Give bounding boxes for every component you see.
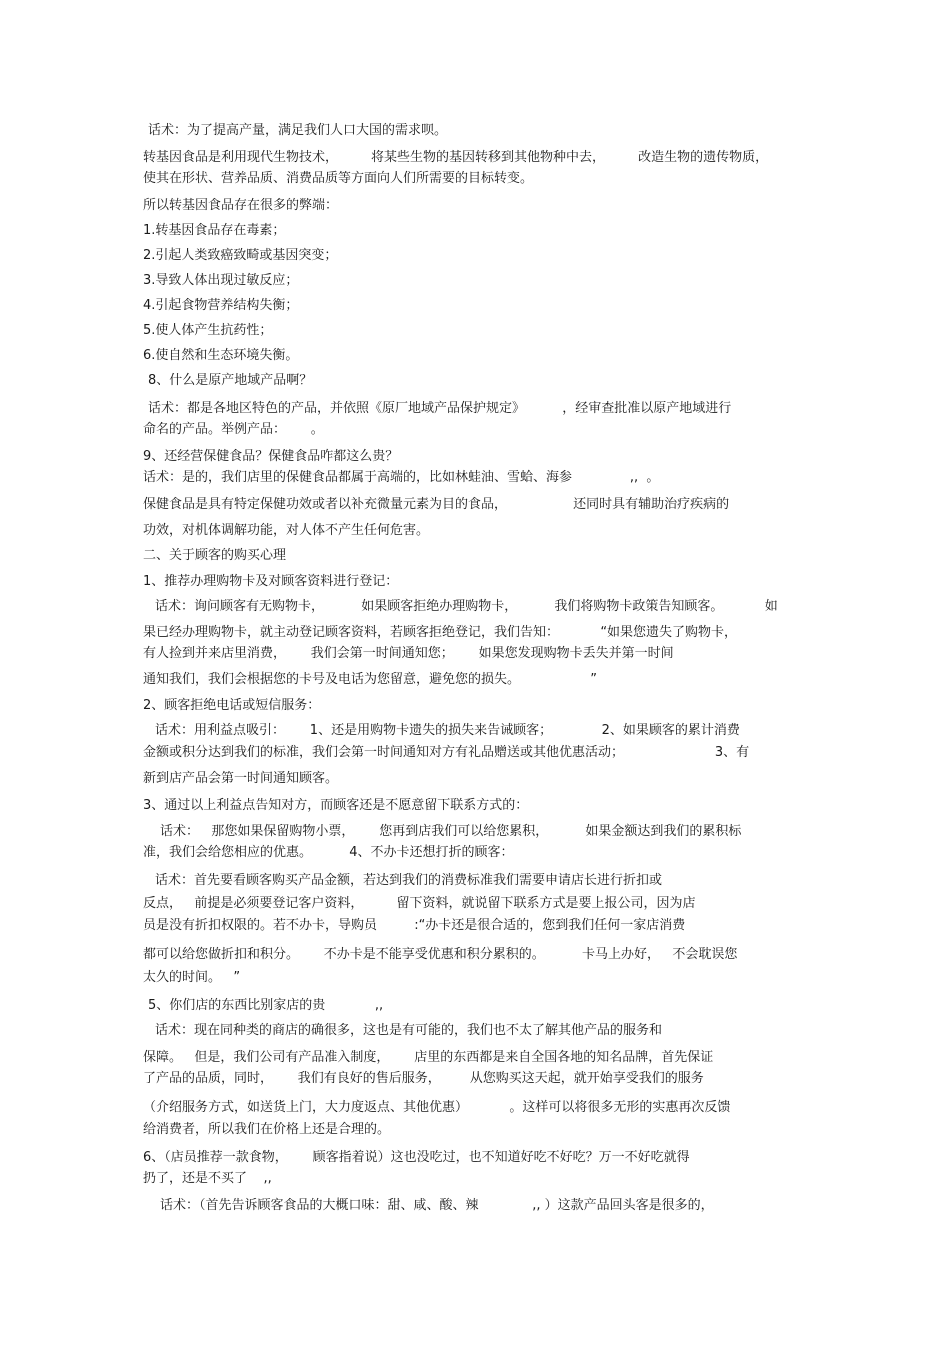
text-line: 了产品的品质，同时， 我们有良好的售后服务， 从您购买这天起，就开始享受我们的服务 <box>143 1071 704 1086</box>
text-line: 9、还经营保健食品？保健食品咋都这么贵？ <box>143 449 399 464</box>
text-line: 2、顾客拒绝电话或短信服务： <box>143 698 321 713</box>
text-line: 6、（店员推荐一款食物， 顾客指着说）这也没吃过，也不知道好吃不好吃？万一不好吃就得 <box>143 1150 690 1165</box>
text-line: 话术：首先要看顾客购买产品金额，若达到我们的消费标准我们需要申请店长进行折扣或 <box>155 873 663 888</box>
text-line: 使其在形状、营养品质、消费品质等方面向人们所需要的目标转变。 <box>143 171 534 186</box>
text-line: 所以转基因食品存在很多的弊端： <box>143 198 339 213</box>
text-line: 3.导致人体出现过敏反应； <box>143 273 299 288</box>
text-line: 话术：（首先告诉顾客食品的大概口味：甜、咸、酸、辣 ,, ）这款产品回头客是很多的， <box>160 1198 714 1213</box>
text-line: 金额或积分达到我们的标准，我们会第一时间通知对方有礼品赠送或其他优惠活动； 3、有 <box>143 745 750 760</box>
text-line: 员是没有折扣权限的。若不办卡，导购员 :“办卡还是很合适的，您到我们任何一家店消费 <box>143 918 686 933</box>
text-line: 保障。 但是，我们公司有产品准入制度， 店里的东西都是来自全国各地的知名品牌，首先保证 <box>143 1050 714 1065</box>
text-line: 5.使人体产生抗药性； <box>143 323 273 338</box>
text-line: 话术：为了提高产量，满足我们人口大国的需求呗。 <box>148 123 448 138</box>
text-line: 反点， 前提是必须要登记客户资料， 留下资料，就说留下联系方式是要上报公司，因为店 <box>143 896 696 911</box>
text-line: （介绍服务方式，如送货上门，大力度返点、其他优惠） 。这样可以将很多无形的实惠再次反馈 <box>143 1100 731 1115</box>
text-line: 通知我们，我们会根据您的卡号及电话为您留意，避免您的损失。 ” <box>143 672 597 687</box>
text-line: 2.引起人类致癌致畸或基因突变； <box>143 248 338 263</box>
text-line: 功效，对机体调解功能，对人体不产生任何危害。 <box>143 523 430 538</box>
text-line: 1.转基因食品存在毒素； <box>143 223 286 238</box>
text-line: 话术：询问顾客有无购物卡， 如果顾客拒绝办理购物卡， 我们将购物卡政策告知顾客。 如 <box>155 599 778 614</box>
text-line: 话术：都是各地区特色的产品，并依照《原厂地域产品保护规定》 ，经审查批准以原产地域进行 <box>148 401 732 416</box>
text-line: 话术： 那您如果保留购物小票， 您再到店我们可以给您累积， 如果金额达到我们的累积标 <box>160 824 742 839</box>
text-line: 3、通过以上利益点告知对方，而顾客还是不愿意留下联系方式的： <box>143 798 529 813</box>
text-line: 4.引起食物营养结构失衡； <box>143 298 299 313</box>
text-line: 话术：是的，我们店里的保健食品都属于高端的，比如林蛙油、雪蛤、海参 ,, 。 <box>143 470 660 485</box>
text-line: 有人捡到并来店里消费， 我们会第一时间通知您； 如果您发现购物卡丢失并第一时间 <box>143 646 674 661</box>
text-line: 8、什么是原产地域产品啊？ <box>148 373 313 388</box>
text-line: 新到店产品会第一时间通知顾客。 <box>143 771 339 786</box>
text-line: 命名的产品。举例产品： 。 <box>143 422 324 437</box>
text-line: 保健食品是具有特定保健功效或者以补充微量元素为目的食品， 还同时具有辅助治疗疾病的 <box>143 497 730 512</box>
text-line: 5、你们店的东西比别家店的贵 ,, <box>148 998 384 1013</box>
section-heading: 二、关于顾客的购买心理 <box>143 548 287 563</box>
text-line: 果已经办理购物卡，就主动登记顾客资料，若顾客拒绝登记，我们告知： “如果您遗失了购物卡， <box>143 625 738 640</box>
text-line: 都可以给您做折扣和积分。 不办卡是不能享受优惠和积分累积的。 卡马上办好， 不会耽误您 <box>143 947 738 962</box>
text-line: 太久的时间。 ” <box>143 970 241 985</box>
text-line: 话术：现在同种类的商店的确很多，这也是有可能的，我们也不太了解其他产品的服务和 <box>155 1023 663 1038</box>
text-line: 扔了，还是不买了 ,, <box>143 1171 272 1186</box>
text-line: 话术：用利益点吸引： 1、还是用购物卡遗失的损失来告诫顾客； 2、如果顾客的累计消费 <box>155 723 740 738</box>
text-line: 6.使自然和生态环境失衡。 <box>143 348 299 363</box>
text-line: 转基因食品是利用现代生物技术， 将某些生物的基因转移到其他物种中去， 改造生物的遗传物质， <box>143 150 769 165</box>
text-line: 准，我们会给您相应的优惠。 4、不办卡还想打折的顾客： <box>143 845 514 860</box>
text-line: 给消费者，所以我们在价格上还是合理的。 <box>143 1122 391 1137</box>
text-line: 1、推荐办理购物卡及对顾客资料进行登记： <box>143 574 399 589</box>
